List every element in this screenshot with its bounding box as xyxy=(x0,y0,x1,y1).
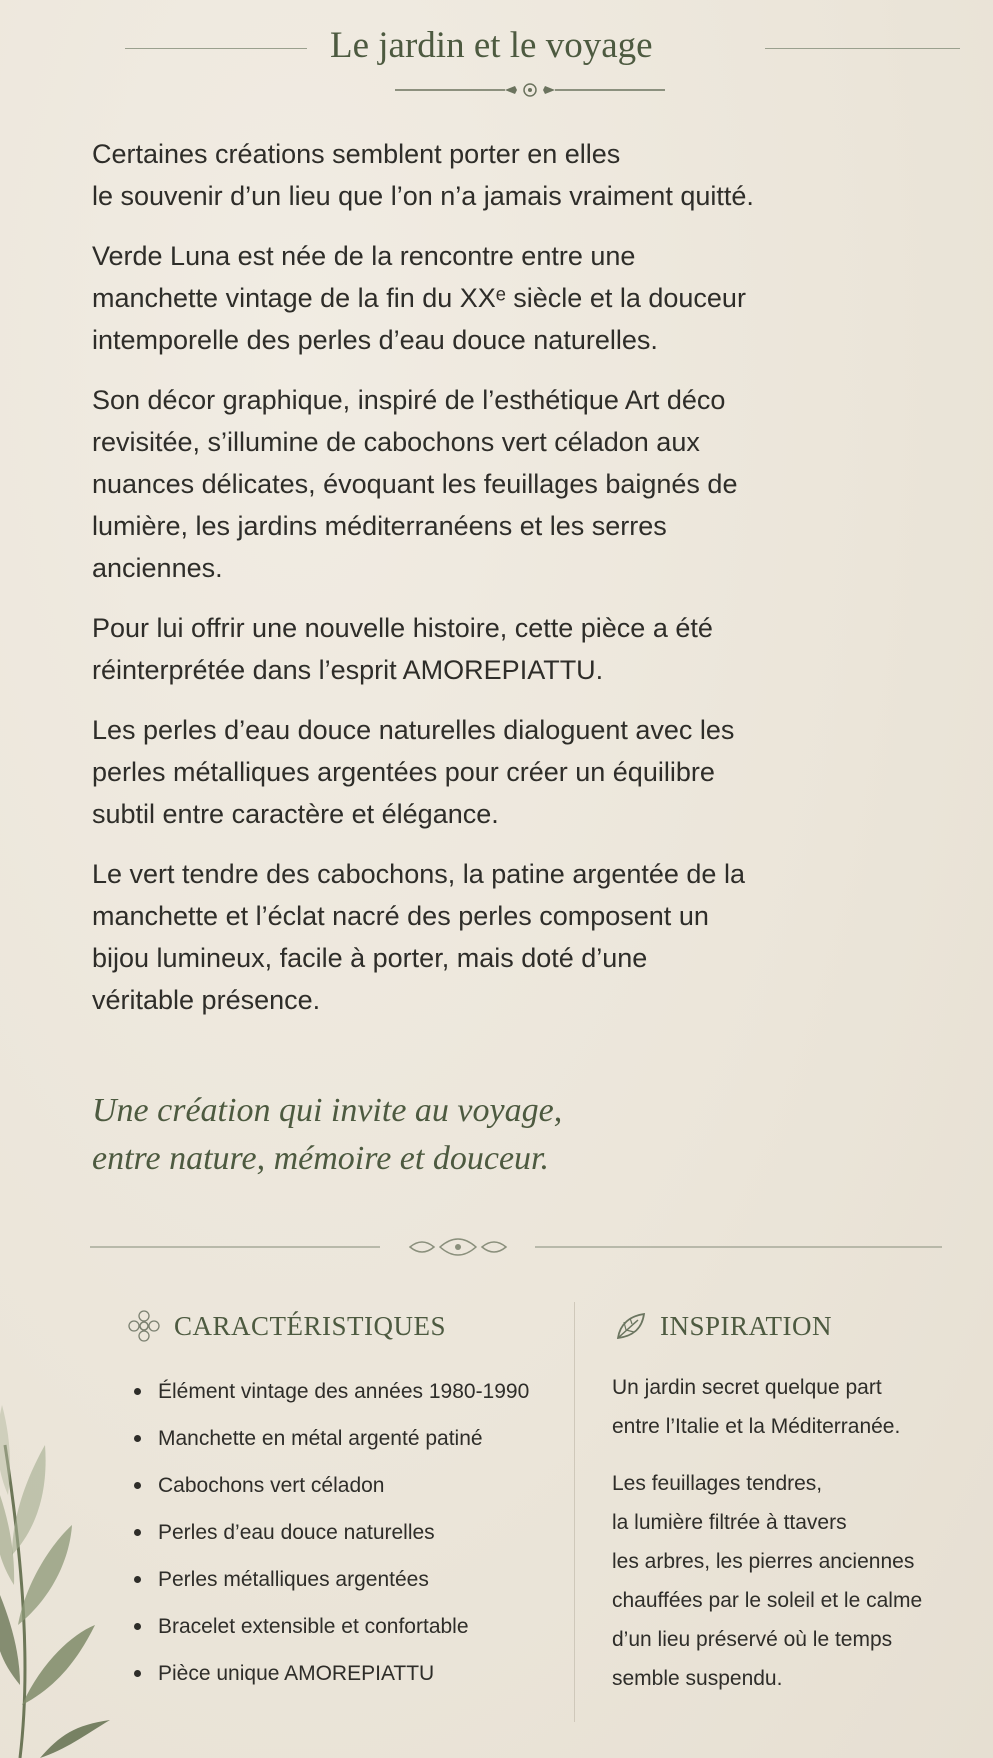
inspiration-heading xyxy=(612,1302,992,1350)
text-line: véritable présence. xyxy=(92,985,321,1015)
text-line: d’un lieu préservé où le temps xyxy=(612,1628,893,1651)
features-heading xyxy=(126,1302,566,1350)
text-line: Un jardin secret quelque part xyxy=(612,1376,882,1399)
features-heading-label: CARACTÉRISTIQUES xyxy=(174,1310,447,1341)
title-rule-left xyxy=(125,48,307,49)
list-item: Perles d’eau douce naturelles xyxy=(132,1509,566,1556)
text-line: Pour lui offrir une nouvelle histoire, cette pièce a été xyxy=(92,613,713,643)
column-divider xyxy=(574,1302,575,1722)
title-ornament-icon xyxy=(395,80,665,100)
text-line: subtil entre caractère et élégance. xyxy=(92,799,499,829)
main-text xyxy=(92,133,892,1039)
text-line: lumière, les jardins méditerranéens et les serres xyxy=(92,511,667,541)
quote-line: entre nature, mémoire et douceur. xyxy=(92,1140,549,1177)
text-line: nuances délicates, évoquant les feuillages baignés de xyxy=(92,469,738,499)
text-line: les arbres, les pierres anciennes xyxy=(612,1550,915,1573)
text-line: chauffées par le soleil et le calme xyxy=(612,1589,923,1612)
list-item: Élément vintage des années 1980-1990 xyxy=(132,1368,566,1415)
body-paragraph xyxy=(92,853,892,1021)
text-line: semble suspendu. xyxy=(612,1667,783,1690)
inspiration-paragraph xyxy=(612,1464,992,1698)
text-line: réinterprétée dans l’esprit AMOREPIATTU. xyxy=(92,655,604,685)
text-line: Certaines créations semblent porter en elles xyxy=(92,139,621,169)
body-paragraph xyxy=(92,709,892,835)
text-line: perles métalliques argentées pour créer un équilibre xyxy=(92,757,715,787)
text-line: le souvenir d’un lieu que l’on n’a jamais vraiment quitté. xyxy=(92,181,754,211)
text-line: anciennes. xyxy=(92,553,223,583)
leaf-icon xyxy=(612,1308,648,1344)
list-item: Pièce unique AMOREPIATTU xyxy=(132,1650,566,1697)
body-paragraph xyxy=(92,607,892,691)
flower-ornament-icon xyxy=(126,1308,162,1344)
page-title: Le jardin et le voyage xyxy=(330,25,653,66)
body-paragraph xyxy=(92,235,892,361)
features-list xyxy=(126,1368,566,1697)
quote-line: Une création qui invite au voyage, xyxy=(92,1092,563,1129)
text-line: Les feuillages tendres, xyxy=(612,1472,823,1495)
body-paragraph xyxy=(92,133,892,217)
olive-branch-decoration xyxy=(0,1325,120,1758)
list-item: Manchette en métal argenté patiné xyxy=(132,1415,566,1462)
text-line: revisitée, s’illumine de cabochons vert céladon aux xyxy=(92,427,700,457)
text-line: Son décor graphique, inspiré de l’esthétique Art déco xyxy=(92,385,726,415)
features-section xyxy=(126,1302,566,1697)
list-item: Bracelet extensible et confortable xyxy=(132,1603,566,1650)
title-row xyxy=(0,18,993,78)
inspiration-text xyxy=(612,1368,992,1698)
text-line: Le vert tendre des cabochons, la patine argentée de la xyxy=(92,859,745,889)
text-line: entre l’Italie et la Méditerranée. xyxy=(612,1415,901,1438)
text-line: intemporelle des perles d’eau douce naturelles. xyxy=(92,325,658,355)
text-line: Les perles d’eau douce naturelles dialoguent avec les xyxy=(92,715,735,745)
body-paragraph xyxy=(92,379,892,589)
section-divider-ornament-icon xyxy=(90,1232,942,1262)
text-line: manchette et l’éclat nacré des perles composent un xyxy=(92,901,709,931)
text-line: bijou lumineux, facile à porter, mais doté d’une xyxy=(92,943,648,973)
text-line: Verde Luna est née de la rencontre entre une xyxy=(92,241,636,271)
text-line: manchette vintage de la fin du XXᵉ siècle et la douceur xyxy=(92,283,746,313)
inspiration-section xyxy=(612,1302,992,1698)
inspiration-paragraph xyxy=(612,1368,992,1446)
closing-quote xyxy=(92,1087,562,1183)
inspiration-heading-label: INSPIRATION xyxy=(660,1310,833,1341)
list-item: Perles métalliques argentées xyxy=(132,1556,566,1603)
text-line: la lumière filtrée à ttavers xyxy=(612,1511,847,1534)
list-item: Cabochons vert céladon xyxy=(132,1462,566,1509)
title-rule-right xyxy=(765,48,960,49)
